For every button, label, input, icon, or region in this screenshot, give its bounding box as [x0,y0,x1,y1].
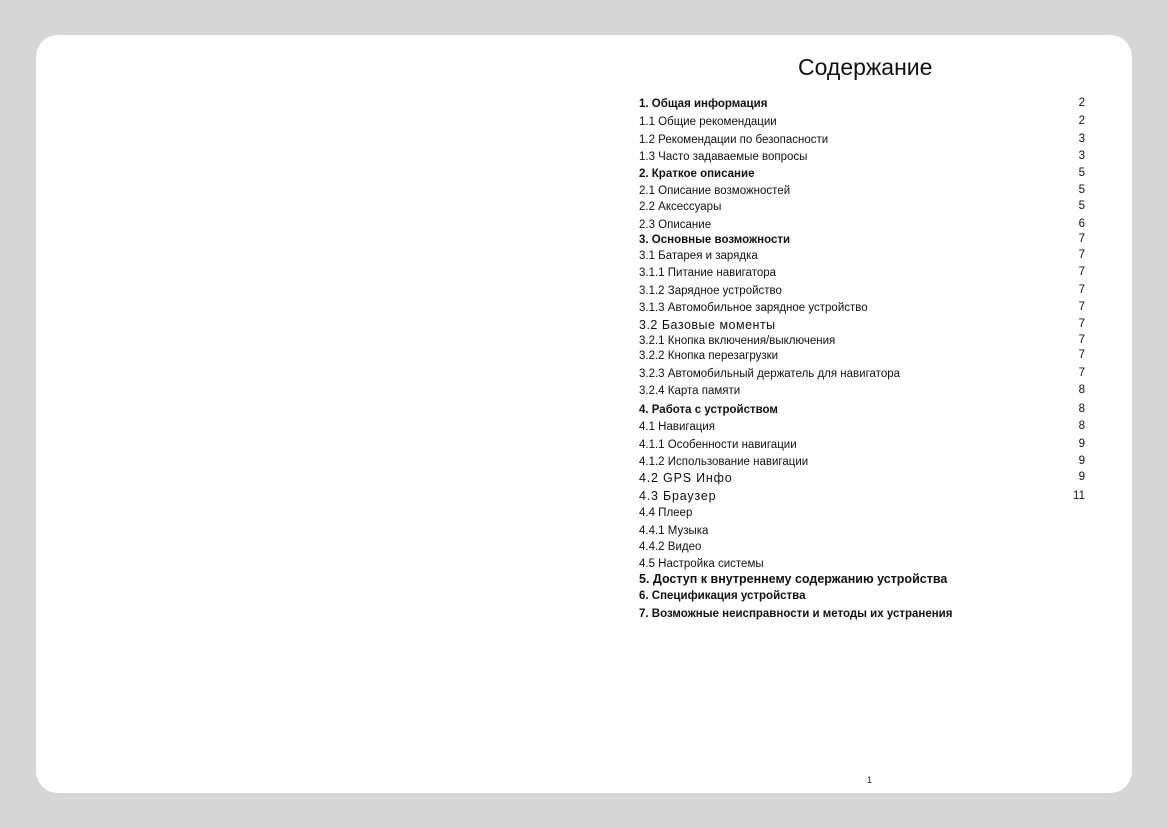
toc-entry: 1.3 Часто задаваемые вопросы [639,151,808,163]
toc-entry: 4.3 Браузер [639,489,717,503]
toc-title: Содержание [798,54,933,80]
toc-page-number: 9 [1078,471,1085,483]
toc-entry: 7. Возможные неисправности и методы их устранения [639,608,953,620]
toc-entry: 3.1.2 Зарядное устройство [639,285,782,297]
toc-page-number: 3 [1078,150,1085,162]
toc-entry: 3. Основные возможности [639,234,791,246]
toc-page-number: 5 [1078,167,1085,179]
toc-entry: 4. Работа с устройством [639,404,778,416]
page-number: 1 [867,775,873,785]
toc-entry: 3.1 Батарея и зарядка [639,250,758,262]
toc-page-number: 3 [1078,133,1085,145]
toc-page-number: 7 [1078,249,1085,261]
toc-page-number: 2 [1078,97,1085,109]
toc-page-number: 9 [1078,455,1085,467]
toc-page-number: 5 [1078,200,1085,212]
toc-entry: 4.2 GPS Инфо [639,471,733,485]
toc-entry: 3.2.2 Кнопка перезагрузки [639,350,779,362]
toc-entry: 3.2.3 Автомобильный держатель для навигатора [639,368,901,380]
toc-page-number: 7 [1078,318,1085,330]
toc-page-number: 7 [1078,266,1085,278]
toc-entry: 2.3 Описание [639,219,712,231]
toc-entry: 4.4 Плеер [639,507,693,519]
toc-entry: 3.1.1 Питание навигатора [639,267,777,279]
toc-entry: 2.2 Аксессуары [639,201,722,213]
document-page [36,35,1132,793]
toc-entry: 4.5 Настройка системы [639,558,764,570]
toc-page-number: 5 [1078,184,1085,196]
toc-page-number: 7 [1078,367,1085,379]
toc-page-number: 7 [1078,334,1085,346]
toc-entry: 4.4.1 Музыка [639,525,709,537]
toc-page-number: 7 [1078,349,1085,361]
toc-page-number: 7 [1078,301,1085,313]
toc-entry: 1.2 Рекомендации по безопасности [639,134,829,146]
toc-page-number: 2 [1078,115,1085,127]
toc-entry: 4.1 Навигация [639,421,715,433]
toc-page-number: 7 [1078,233,1085,245]
toc-page-number: 11 [1073,490,1085,502]
toc-entry: 3.2.1 Кнопка включения/выключения [639,335,836,347]
toc-entry: 6. Спецификация устройства [639,590,806,602]
toc-entry: 1. Общая информация [639,98,768,110]
toc-entry: 4.1.1 Особенности навигации [639,439,797,451]
toc-entry: 5. Доступ к внутреннему содержанию устройства [639,572,948,586]
toc-page-number: 8 [1078,403,1085,415]
toc-entry: 2.1 Описание возможностей [639,185,791,197]
toc-entry: 4.4.2 Видео [639,541,702,553]
toc-page-number: 8 [1078,420,1085,432]
toc-entry: 2. Краткое описание [639,168,755,180]
toc-entry: 3.2 Базовые моменты [639,318,776,332]
toc-entry: 4.1.2 Использование навигации [639,456,809,468]
toc-page-number: 8 [1078,384,1085,396]
toc-entry: 3.2.4 Карта памяти [639,385,741,397]
toc-page-number: 7 [1078,284,1085,296]
toc-page-number: 9 [1078,438,1085,450]
toc-entry: 3.1.3 Автомобильное зарядное устройство [639,302,868,314]
toc-entry: 1.1 Общие рекомендации [639,116,777,128]
toc-page-number: 6 [1078,218,1085,230]
